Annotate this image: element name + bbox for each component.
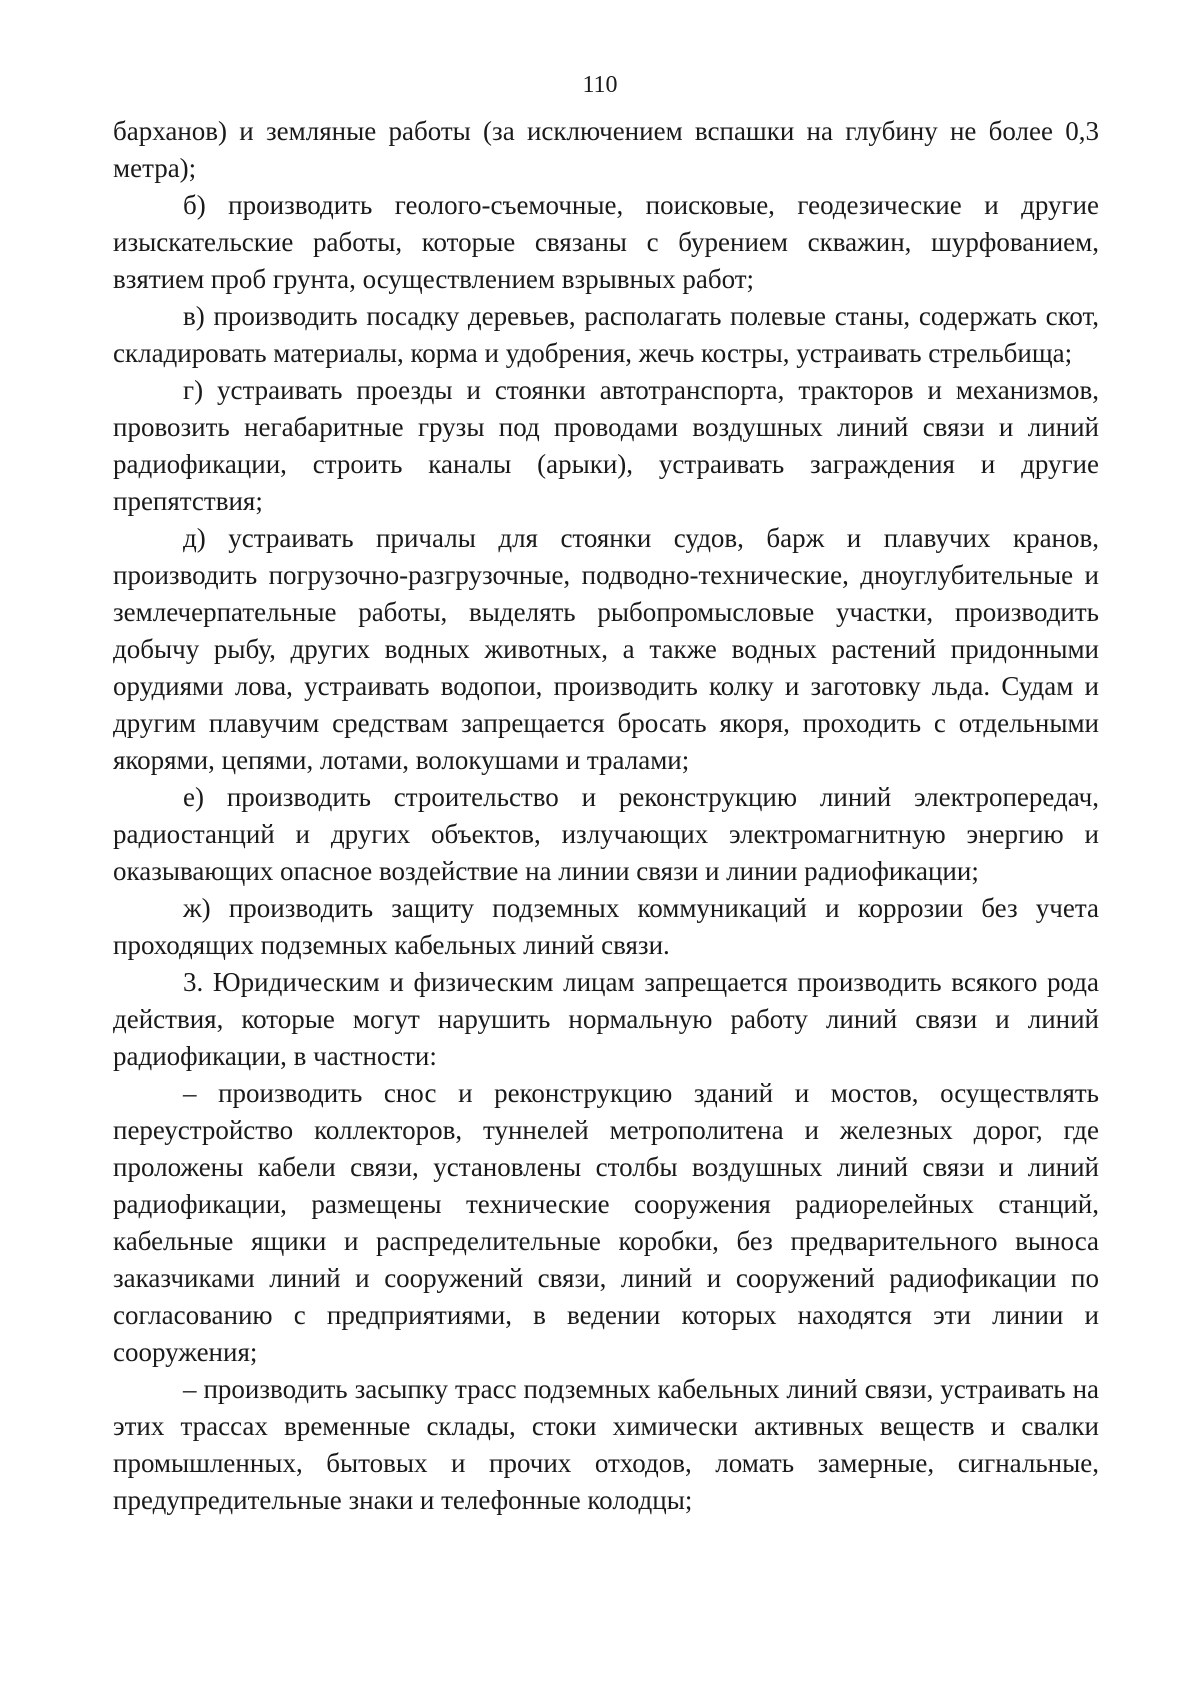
document-body bbox=[113, 113, 1099, 1519]
paragraph-item-b: б) производить геолого-съемочные, поисковые, геодезические и другие изыскательские работы, которые связаны с бурением скважин, шурфованием, взятием проб грунта, осуществлением взрывных работ; bbox=[113, 190, 1099, 294]
paragraph-section-3: 3. Юридическим и физическим лицам запрещается производить всякого рода действия, которые могут нарушить нормальную работу линий связи и линий радиофикации, в частности: bbox=[113, 967, 1099, 1071]
paragraph-item-e: е) производить строительство и реконструкцию линий электропередач, радиостанций и других объектов, излучающих электромагнитную энергию и оказывающих опасное воздействие на линии связи и линии радиофикации; bbox=[113, 782, 1099, 886]
paragraph-item-v: в) производить посадку деревьев, располагать полевые станы, содержать скот, складировать материалы, корма и удобрения, жечь костры, устраивать стрельбища; bbox=[113, 301, 1099, 368]
paragraph-item-g: г) устраивать проезды и стоянки автотранспорта, тракторов и механизмов, провозить негабаритные грузы под проводами воздушных линий связи и линий радиофикации, строить каналы (арыки), устраивать заграждения и другие препятствия; bbox=[113, 375, 1099, 516]
paragraph-dash-item-2: – производить засыпку трасс подземных кабельных линий связи, устраивать на этих трассах временные склады, стоки химически активных веществ и свалки промышленных, бытовых и прочих отходов, ломать замерные, сигнальные, предупредительные знаки и телефонные колодцы; bbox=[113, 1374, 1099, 1515]
paragraph-dash-item-1: – производить снос и реконструкцию зданий и мостов, осуществлять переустройство коллекторов, туннелей метрополитена и железных дорог, где проложены кабели связи, установлены столбы воздушных линий связи и линий радиофикации, размещены технические сооружения радиорелейных станций, кабельные ящики и распределительные коробки, без предварительного выноса заказчиками линий и сооружений связи, линий и сооружений радиофикации по согласованию с предприятиями, в ведении которых находятся эти линии и сооружения; bbox=[113, 1078, 1099, 1367]
paragraph-item-zh: ж) производить защиту подземных коммуникаций и коррозии без учета проходящих подземных кабельных линий связи. bbox=[113, 893, 1099, 960]
paragraph-item-d: д) устраивать причалы для стоянки судов, барж и плавучих кранов, производить погрузочно-разгрузочные, подводно-технические, дноуглубительные и землечерпательные работы, выделять рыбопромысловые участки, производить добычу рыбу, других водных животных, а также водных растений придонными орудиями лова, устраивать водопои, производить колку и заготовку льда. Судам и другим плавучим средствам запрещается бросать якоря, проходить с отдельными якорями, цепями, лотами, волокушами и тралами; bbox=[113, 523, 1099, 775]
page-number: 110 bbox=[582, 72, 618, 98]
paragraph-continuation: барханов) и земляные работы (за исключением вспашки на глубину не более 0,3 метра); bbox=[113, 116, 1099, 183]
